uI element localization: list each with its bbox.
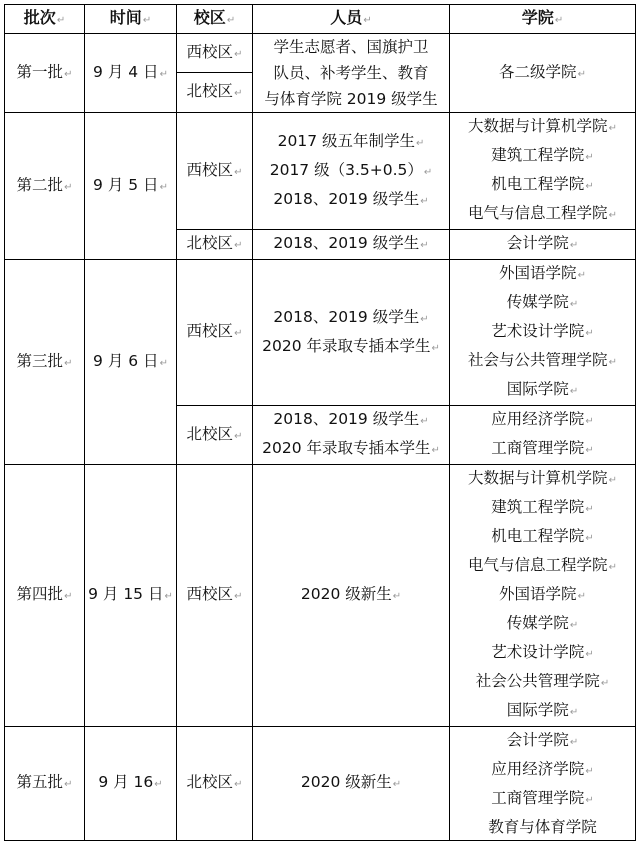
batch-cell: 第三批↵ — [5, 260, 85, 465]
schedule-table — [4, 4, 636, 841]
paragraph-mark-icon: ↵ — [577, 591, 586, 602]
college-cell: 应用经济学院↵ 工商管理学院↵ — [450, 406, 636, 465]
header-campus: 校区↵ — [177, 5, 253, 34]
paragraph-mark-icon: ↵ — [234, 88, 243, 99]
paragraph-mark-icon: ↵ — [569, 620, 579, 631]
paragraph-mark-icon: ↵ — [420, 313, 429, 325]
paragraph-mark-icon: ↵ — [608, 123, 617, 134]
date-cell: 9 月 4 日↵ — [85, 34, 177, 113]
college-cell: 各二级学院↵ — [450, 34, 636, 113]
paragraph-mark-icon: ↵ — [234, 779, 243, 790]
paragraph-mark-icon: ↵ — [431, 342, 440, 354]
campus-cell: 西校区↵ — [177, 260, 253, 406]
paragraph-mark-icon: ↵ — [64, 591, 73, 602]
paragraph-mark-icon: ↵ — [585, 795, 594, 806]
batch-cell: 第二批↵ — [5, 113, 85, 260]
people-cell: 2020 级新生↵ — [253, 465, 450, 727]
paragraph-mark-icon: ↵ — [64, 779, 73, 790]
paragraph-mark-icon: ↵ — [64, 68, 73, 80]
date-cell: 9 月 15 日↵ — [85, 465, 177, 727]
paragraph-mark-icon: ↵ — [569, 386, 579, 397]
people-cell: 2020 级新生↵ — [253, 727, 450, 841]
batch-cell: 第一批↵ — [5, 34, 85, 113]
paragraph-mark-icon: ↵ — [226, 15, 236, 26]
campus-cell: 西校区↵ — [177, 113, 253, 230]
people-cell: 2018、2019 级学生↵ 2020 年录取专插本学生↵ — [253, 406, 450, 465]
paragraph-mark-icon: ↵ — [234, 328, 243, 339]
paragraph-mark-icon: ↵ — [159, 68, 168, 80]
paragraph-mark-icon: ↵ — [585, 533, 594, 544]
paragraph-mark-icon: ↵ — [159, 357, 168, 369]
paragraph-mark-icon: ↵ — [585, 152, 594, 163]
table-row — [5, 465, 636, 727]
paragraph-mark-icon: ↵ — [159, 181, 168, 193]
paragraph-mark-icon: ↵ — [608, 562, 617, 573]
table-row — [5, 113, 636, 230]
paragraph-mark-icon: ↵ — [420, 416, 429, 427]
paragraph-mark-icon: ↵ — [600, 678, 610, 689]
campus-cell: 北校区↵ — [177, 406, 253, 465]
college-cell: 外国语学院↵ 传媒学院↵ 艺术设计学院↵ 社会与公共管理学院↵ 国际学院↵ — [450, 260, 636, 406]
campus-cell: 西校区↵ — [177, 465, 253, 727]
paragraph-mark-icon: ↵ — [234, 166, 243, 178]
college-cell: 会计学院↵ 应用经济学院↵ 工商管理学院↵ 教育与体育学院 — [450, 727, 636, 841]
people-cell: 2017 级五年制学生↵ 2017 级（3.5+0.5）↵ 2018、2019 级学生↵ — [253, 113, 450, 230]
paragraph-mark-icon: ↵ — [569, 240, 579, 251]
college-cell: 大数据与计算机学院↵ 建筑工程学院↵ 机电工程学院↵ 电气与信息工程学院↵ — [450, 113, 636, 230]
paragraph-mark-icon: ↵ — [577, 68, 586, 80]
paragraph-mark-icon: ↵ — [585, 416, 594, 427]
paragraph-mark-icon: ↵ — [392, 591, 402, 602]
paragraph-mark-icon: ↵ — [554, 15, 564, 26]
paragraph-mark-icon: ↵ — [585, 766, 594, 777]
paragraph-mark-icon: ↵ — [569, 707, 579, 718]
paragraph-mark-icon: ↵ — [608, 357, 617, 368]
header-batch: 批次↵ — [5, 5, 85, 34]
paragraph-mark-icon: ↵ — [234, 240, 243, 251]
campus-cell: 北校区↵ — [177, 73, 253, 113]
header-college: 学院↵ — [450, 5, 636, 34]
header-people: 人员↵ — [253, 5, 450, 34]
paragraph-mark-icon: ↵ — [415, 137, 425, 149]
paragraph-mark-icon: ↵ — [569, 299, 579, 310]
paragraph-mark-icon: ↵ — [234, 48, 243, 60]
header-time: 时间↵ — [85, 5, 177, 34]
paragraph-mark-icon: ↵ — [608, 210, 617, 221]
paragraph-mark-icon: ↵ — [64, 357, 73, 369]
paragraph-mark-icon: ↵ — [64, 181, 73, 193]
paragraph-mark-icon: ↵ — [154, 779, 163, 790]
people-cell: 学生志愿者、国旗护卫 队员、补考学生、教育 与体育学院 2019 级学生 — [253, 34, 450, 113]
college-cell: 会计学院↵ — [450, 230, 636, 260]
paragraph-mark-icon: ↵ — [585, 445, 594, 456]
table-header-row — [5, 5, 636, 34]
date-cell: 9 月 5 日↵ — [85, 113, 177, 260]
paragraph-mark-icon: ↵ — [363, 15, 372, 26]
paragraph-mark-icon: ↵ — [585, 649, 594, 660]
paragraph-mark-icon: ↵ — [585, 504, 594, 515]
paragraph-mark-icon: ↵ — [164, 591, 173, 602]
paragraph-mark-icon: ↵ — [585, 328, 594, 339]
paragraph-mark-icon: ↵ — [608, 475, 617, 486]
paragraph-mark-icon: ↵ — [569, 737, 579, 748]
paragraph-mark-icon: ↵ — [142, 15, 152, 26]
paragraph-mark-icon: ↵ — [234, 591, 243, 602]
paragraph-mark-icon: ↵ — [577, 270, 586, 281]
people-cell: 2018、2019 级学生↵ — [253, 230, 450, 260]
paragraph-mark-icon: ↵ — [392, 779, 402, 790]
table-row — [5, 34, 636, 73]
paragraph-mark-icon: ↵ — [420, 195, 429, 207]
college-cell: 大数据与计算机学院↵ 建筑工程学院↵ 机电工程学院↵ 电气与信息工程学院↵ 外国语学院↵ 传媒学院↵ 艺术设计学院↵ 社会公共管理学院↵ 国际学院↵ — [450, 465, 636, 727]
table-row — [5, 260, 636, 406]
paragraph-mark-icon: ↵ — [56, 15, 66, 26]
campus-cell: 北校区↵ — [177, 727, 253, 841]
date-cell: 9 月 16↵ — [85, 727, 177, 841]
campus-cell: 北校区↵ — [177, 230, 253, 260]
paragraph-mark-icon: ↵ — [420, 240, 429, 251]
campus-cell: 西校区↵ — [177, 34, 253, 73]
paragraph-mark-icon: ↵ — [234, 430, 243, 442]
paragraph-mark-icon: ↵ — [423, 166, 433, 178]
paragraph-mark-icon: ↵ — [585, 181, 594, 192]
paragraph-mark-icon: ↵ — [431, 445, 440, 456]
batch-cell: 第四批↵ — [5, 465, 85, 727]
table-row — [5, 727, 636, 841]
people-cell: 2018、2019 级学生↵ 2020 年录取专插本学生↵ — [253, 260, 450, 406]
date-cell: 9 月 6 日↵ — [85, 260, 177, 465]
batch-cell: 第五批↵ — [5, 727, 85, 841]
